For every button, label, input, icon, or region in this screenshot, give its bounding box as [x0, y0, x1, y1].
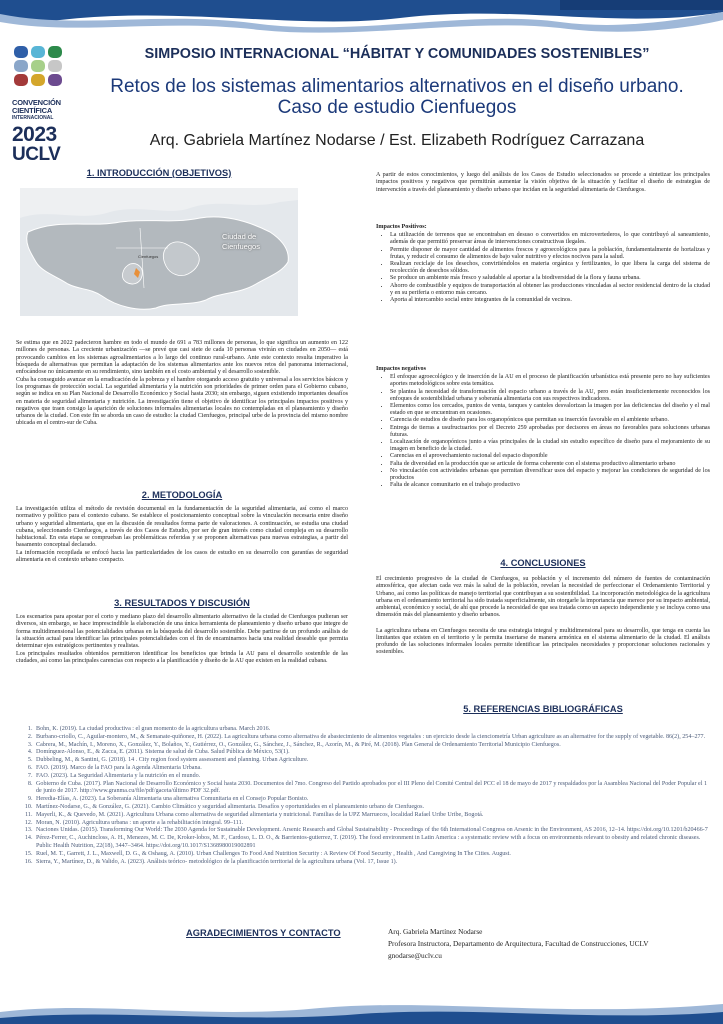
- authors-line: Arq. Gabriela Martínez Nodarse / Est. Elizabeth Rodríguez Carrazana: [149, 132, 645, 149]
- footer-banner-graphic: [0, 998, 723, 1024]
- map-city-label: Ciudad de Cienfuegos: [222, 232, 260, 251]
- positive-impact-item: • Se produce un ambiente más fresco y saludable al aportar a la biodiversidad de la flora y fauna urbana.: [390, 275, 710, 282]
- positive-impact-item: • La utilización de terrenos que se encontraban en desuso o convertidos en microvertederos, lo que contribuyó al saneamiento, además de que permitió preservar áreas de intervenciones constructivas ilegales.: [390, 232, 710, 246]
- right-intro-text: A partir de estos conocimientos, y luego del análisis de los Casos de Estudio seleccionados se procede a sintetizar los principales impactos positivos y negativos que permitirán aumentar la visión objetiva de la situación y facilitar el diseño de estrategias de intervención a través del planeamiento y diseño urbano que incidan en la seguridad alimentaria de Cienfuegos.: [376, 172, 710, 193]
- header-banner-graphic: [0, 0, 723, 36]
- location-map: [20, 188, 298, 316]
- negative-impact-item: • Elementos como los cercados, puntos de venta, tanques y canteles desvalorizan la imagen por las deficiencias del diseño y el mal estado en que se encuentran en ocasiones.: [390, 403, 710, 417]
- positive-impacts: [376, 224, 710, 304]
- conclusions-heading: 4. CONCLUSIONES: [500, 558, 586, 568]
- conclusions-text: [376, 576, 710, 657]
- reference-item: 7. FAO. (2023). La Seguridad Alimentaria y la nutrición en el mundo.: [34, 773, 710, 781]
- method-paragraph-1: La investigación utiliza el método de revisión documental en la fundamentación de la seguridad alimentaria, así como el marco normativo y político para el contexto cubano. Se establece el posicionamiento conceptual sobre la vinculación necesaria entre diseño urbano y seguridad alimentaria, que en la discusión de resultados forma parte de valoraciones. A continuación, se estudia una ciudad cubana, seleccionando Cienfuegos, a través de dos Casos de Estudio, por ser de gran interés como ciudad compleja en su desarrollo habitacional. En esta etapa se comprueban las problemáticas referidas y se proponen alternativas para nuevas estrategias, a partir del basamento conceptual declarado.: [16, 506, 348, 549]
- reference-item: 10. Martínez-Nodarse, G., & González, G. (2021). Cambio Climático y seguridad alimentaria. Desafíos y oportunidades en el planeamiento urbano de Cienfuegos.: [34, 804, 710, 812]
- method-paragraph-2: La información recopilada se enfocó hacia las particularidades de los casos de estudio en su desarrollo con garantías de seguridad alimentaria en el contexto urbano compacto.: [16, 550, 348, 564]
- reference-item: 9. Heredia-Elías, A. (2023). La Soberanía Alimentaria una alternativa Comunitaria en el Consejo Popular Bonisto.: [34, 796, 710, 804]
- negative-impact-item: • Entrega de tierras a usufructuarios por el Decreto 259 aprobadas por decisores en áreas no favorables para soluciones urbanas futuras.: [390, 425, 710, 439]
- map-graphic: [20, 188, 298, 316]
- reference-item: 1. Bohn, K. (2019). La ciudad productiva : el gran momento de la agricultura urbana. March 2016.: [34, 726, 710, 734]
- negative-impact-item: • Carencias en el aprovechamiento racional del espacio disponible: [390, 453, 710, 460]
- logo-year: 2023: [12, 123, 57, 146]
- references-heading: 5. REFERENCIAS BIBLIOGRÁFICAS: [463, 704, 623, 714]
- contact-role: Profesora Instructora, Departamento de Arquitectura, Facultad de Construcciones, UCLV: [388, 939, 649, 948]
- negative-impact-item: • Falta de diversidad en la producción que se articule de forma coherente con el sistema productivo alimentario urbano: [390, 461, 710, 468]
- negative-impact-item: • No vinculación con actividades urbanas que permitan diversificar usos del espacio y mejorar las condiciones de seguridad de los productos: [390, 468, 710, 482]
- logo-grid-icon: [12, 44, 64, 88]
- reference-item: 6. FAO. (2019). Marco de la FAO para la Agenda Alimentaria Urbana.: [34, 765, 710, 773]
- conclusions-paragraph-1: El crecimiento progresivo de la ciudad de Cienfuegos, su población y el incremento del número de fuentes de contaminación atmosférica, que afectan cada vez más la salud de la población, revelan la necesidad de perfeccionar el Ordenamiento Territorial y Urbano, así como las políticas de manejo territorial que contribuyan a su sostenibilidad. La incorporación metodológica de la agricultura urbana en el ordenamiento territorial ha sido tratada superficialmente, sin otorgarle la importancia que merece por su impacto ambiental, ambiental, económico y social, de ahí que procede la necesidad de que sea tratada como un aspecto independiente y se incluya como una dimensión más del planeamiento y diseño urbanos.: [376, 576, 710, 619]
- reference-item: 16. Sierra, Y., Martínez, D., & Valido, A. (2023). Análisis teórico- metodológico de la planificación territorial de la agricultura urbana (Vol. 17, Issue 1).: [34, 859, 710, 867]
- positive-impact-item: • Permite disponer de mayor cantidad de alimentos frescos y agroecológicos para la población, fundamentalmente de hortalizas y frutas, y reducir el consumo de alimentos de bajo valor nutritivo y efectos nocivos para la salud.: [390, 247, 710, 261]
- negative-impact-item: • Falta de alcance comunitario en el trabajo productivo: [390, 482, 710, 489]
- negative-impact-item: • Se plantea la necesidad de transformación del espacio urbano a través de la AU, pero están insuficientemente reconocidos los enfoques de sostenibilidad urbana y soberanía alimentaria con sus respectivos indicadores.: [390, 389, 710, 403]
- negative-impact-item: • El enfoque agroecológico y de inserción de la AU en el proceso de planificación urbanística está presente pero no hay suficientes aportes metodológicos sobre esta temática.: [390, 374, 710, 388]
- paper-title: [82, 76, 712, 118]
- contact-email: gnodarse@uclv.cu: [388, 951, 442, 960]
- reference-item: 2. Burbano-criollo, C., Aguilar-montero, M., & Semanate-quiñonez, H. (2022). La agricultura urbana como alternativa de abastecimiento de alimentos vegetales : un ejercicio desde la cienciometría Urban agriculture as an alternative for the supply of vegetable. 86(2), 254–277.: [34, 734, 710, 742]
- paper-title-line1: Retos de los sistemas alimentarios alternativos en el diseño urbano.: [110, 76, 684, 97]
- paper-title-line2: Caso de estudio Cienfuegos: [277, 97, 517, 118]
- positive-impact-item: • Aporta al intercambio social entre integrantes de la comunidad de vecinos.: [390, 297, 710, 304]
- logo-org: UCLV: [12, 144, 61, 165]
- intro-heading: 1. INTRODUCCIÓN (OBJETIVOS): [86, 168, 232, 178]
- negative-impacts: [376, 366, 710, 489]
- method-text: [16, 506, 348, 565]
- contact-name: Arq. Gabriela Martínez Nodarse: [388, 927, 483, 936]
- intro-paragraph-2: Cuba ha conseguido avanzar en la erradicación de la pobreza y el hambre otorgando acceso gratuito y universal a los servicios básicos y los programas de protección social. La seguridad alimentaria y la nutrición son prioridades de primer orden para el Gobierno cubano, según se indica en su Plan Nacional de Desarrollo Económico y Social hasta 2030; sin embargo, siguen existiendo importantes desafíos en materia de seguridad alimentaria y nutrición. La investigación tiene el objetivo de identificar los principales impactos positivos y negativos que traen consigo la aparición de soluciones informales alimentarias locales no contempladas en el planeamiento y diseño urbanos de la ciudad. Con este fin se aborda un caso de estudio: la ciudad Cienfuegos, principal urbe de la provincia del mismo nombre ubicada en el centro-sur de Cuba.: [16, 376, 348, 427]
- reference-item: 13. Naciones Unidas. (2015). Transforming Our World: The 2030 Agenda for Sustainable Development. Arsenic Research and Global Sustainability - Proceedings of the 6th International Congress on Arsenic in the Environment, AS 2016, 12–14. https://doi.org/10.1201/b20466-7: [34, 827, 710, 835]
- convention-logo: [12, 44, 72, 164]
- event-title: SIMPOSIO INTERNACIONAL “HÁBITAT Y COMUNIDADES SOSTENIBLES”: [144, 46, 650, 62]
- positive-impacts-heading: Impactos Positivos:: [376, 224, 427, 230]
- references-list-container: [18, 726, 710, 866]
- reference-item: 12. Moran, N. (2010). Agricultura urbana : un aporte a la rehabilitación integral. 99–111.: [34, 820, 710, 828]
- reference-item: 8. Gobierno de Cuba. (2017). Plan Nacional de Desarrollo Económico y Social hasta 2030. Documentos del 7mo. Congreso del Partido aprobados por el III Pleno del Comité Central del PCC el 18 de mayo de 2017 y respaldados por la Asamblea Nacional del Poder Popular el 1 de junio de 2017. http://www.granma.cu/file/pdf/gaceta/último PDF 32.pdf.: [34, 781, 710, 797]
- reference-item: 15. Ruel, M. T., Garrett, J. L., Maxwell, D. G., & Oshaug, A. (2010). Urban Challenges To Food And Nutrition Security : A Review Of Food Security , Health , And Caregiving In The Cities. August.: [34, 851, 710, 859]
- results-heading: 3. RESULTADOS Y DISCUSIÓN: [114, 598, 250, 608]
- results-paragraph-1: Los escenarios para apostar por el corto y mediano plazo del desarrollo alimentario alternativo de la ciudad de Cienfuegos pudieran ser diversos, sin embargo, se hace imprescindible la elaboración de una única herramienta de planeamiento y diseño urbano que integre de forma multidimensional las potencialidades urbanas en la búsqueda del desarrollo sostenible. Debe partirse de un profundo análisis de la situación actual para identificar las principales potencialidades con el fin de encaminarnos hacia una realidad deseable que permita determinar ejes estratégicos pertinentes y realistas.: [16, 614, 348, 649]
- results-paragraph-2: Los principales resultados obtenidos permitieron identificar los beneficios que brinda la AU para el desarrollo sostenible de las ciudades, así como las principales carencias con respecto a la planificación y diseño de la AU que existen en la realidad cubana.: [16, 650, 348, 664]
- logo-line1: CONVENCIÓN: [12, 98, 61, 107]
- reference-item: 5. Dubbeling, M., & Santini, G. (2018). 14 . City region food system assessment and planning. Urban Agriculture.: [34, 757, 710, 765]
- positive-impacts-list: [390, 232, 710, 304]
- ack-heading: AGRADECIMIENTOS Y CONTACTO: [186, 928, 341, 938]
- negative-impacts-heading: Impactos negativos: [376, 366, 426, 372]
- negative-impact-item: • Localización de organopónicos junto a vías principales de la ciudad sin estudio específico de diseño para el mejoramiento de su imagen en beneficio de la ciudad.: [390, 439, 710, 453]
- negative-impacts-list: [390, 374, 710, 489]
- intro-text: [16, 340, 348, 428]
- references-list: [34, 726, 710, 866]
- contact-block: [388, 926, 649, 962]
- reference-item: 4. Domínguez-Alonso, E., & Zacca, E. (2011). Sistema de salud de Cuba. Salud Pública de México, 53(1).: [34, 749, 710, 757]
- map-inner-label: Cienfuegos: [138, 254, 159, 259]
- intro-paragraph-1: Se estima que en 2022 padecieron hambre en todo el mundo de 691 a 783 millones de personas, lo que significa un aumento en 122 millones de personas. La creciente urbanización —se prevé que casi siete de cada 10 personas vivirán en ciudades en 2050— está provocando cambios en los sistemas agroalimentarios a lo largo del continuo rural-urbano. Ante este contexto resulta imperativo la búsqueda de alternativas que permitan la adaptación de los sistemas alimentarios ante los nuevos retos del panorama internacional, enfocándose no únicamente en su rendimiento, sino también en el costo ambiental y el desarrollo sostenible.: [16, 340, 348, 375]
- reference-item: 3. Cabrera, M., Machín, I., Moreno, X., González, Y., Bolaños, Y., Gutiérrez, O., González, G., Sánchez, J., Sánchez, R., Azorín, M., & Piré, M. (2018). Plan General de Ordenamiento Territorial Municipio Cienfuegos.: [34, 742, 710, 750]
- method-heading: 2. METODOLOGÍA: [141, 490, 223, 500]
- reference-item: 14. Pérez-Ferrer, C., Auchincloss, A. H., Menezes, M. C. De, Kroker-lobos, M. F., Cardoso, L. D. O., & Barrientos-gutierrez, T. (2019). The food environment in Latin America : a systematic review with a focus on environments relevant to obesity and related chronic diseases. Public Health Nutrition, 22(18), 3447–3464. https://doi.org/10.1017/S1368980019002891: [34, 835, 710, 851]
- positive-impact-item: • Realizan reciclaje de los desechos, convirtiéndolos en materia orgánica y fertilizantes, lo que libera la carga del sistema de recolección de desechos sólidos.: [390, 261, 710, 275]
- negative-impact-item: • Carencia de estudios de diseño para los organopónicos que permitan su inserción favorable en el ambiente urbano.: [390, 417, 710, 424]
- logo-line3: INTERNACIONAL: [12, 115, 54, 121]
- conclusions-paragraph-2: La agricultura urbana en Cienfuegos necesita de una estrategia integral y multidimensional para su desarrollo, que tenga en cuenta las limitantes que existen en el territorio y le permita insertarse de manera armónica en el sistema alimentario de la ciudad. El análisis profundo de las soluciones informales locales permite identificar las principales necesidades y proporcionar soluciones racionales y sostenibles.: [376, 627, 710, 656]
- reference-item: 11. Mayerli, K., & Quevedo, M. (2021). Agricultura Urbana como alternativa de seguridad alimentaria y nutricional. Familias de la UPZ Marruecos, localidad Rafael Uribe Uribe, Bogotá.: [34, 812, 710, 820]
- logo-line2: CIENTÍFICA: [12, 106, 53, 115]
- results-text: [16, 614, 348, 666]
- positive-impact-item: • Ahorro de combustible y equipos de transportación al obtener las producciones vinculadas al sector residencial dentro de la ciudad y en su periferia o entorno más cercano.: [390, 283, 710, 297]
